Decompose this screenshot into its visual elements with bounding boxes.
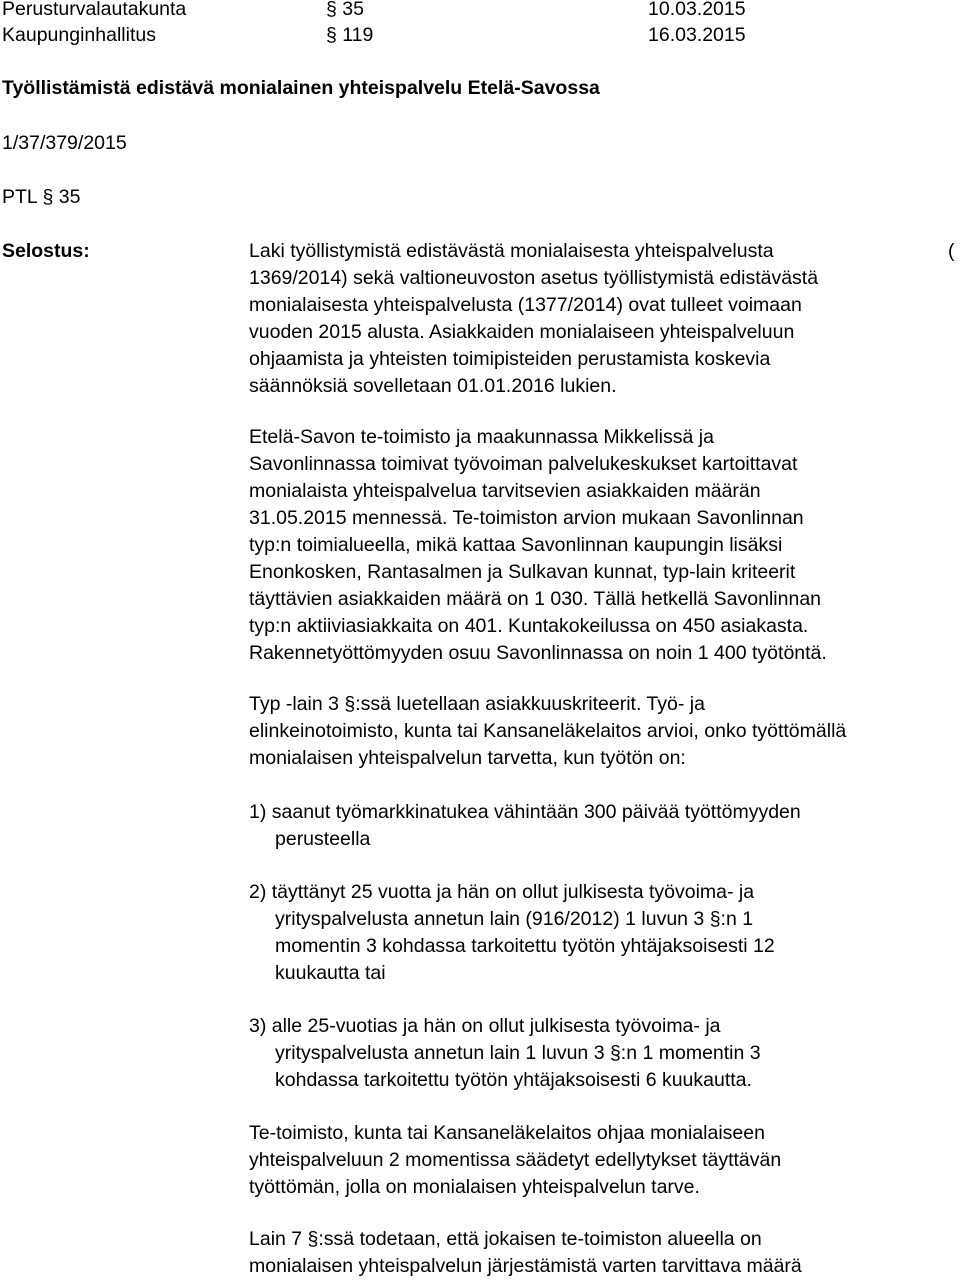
section-number: § 119 [326, 24, 374, 46]
text-line: kohdassa tarkoitettu työtön yhtäjaksoisesti 6 kuukautta. [275, 1069, 752, 1091]
text-line: monialaisen yhteispalvelun tarvetta, kun työtön on: [249, 747, 686, 769]
document-title: Työllistämistä edistävä monialainen yhteispalvelu Etelä-Savossa [2, 77, 600, 99]
diary-number: 1/37/379/2015 [2, 132, 127, 154]
criteria-item-1 [249, 799, 960, 853]
text-line: Savonlinnassa toimivat työvoiman palvelukeskukset kartoittavat [249, 453, 798, 475]
paren-mark: ( [948, 240, 955, 262]
text-line: Enonkosken, Rantasalmen ja Sulkavan kunnat, typ-lain kriteerit [249, 561, 796, 583]
text-line: 31.05.2015 mennessä. Te-toimiston arvion mukaan Savonlinnan [249, 507, 804, 529]
text-line: 3) alle 25-vuotias ja hän on ollut julkisesta työvoima- ja [249, 1015, 721, 1037]
text-line: 1) saanut työmarkkinatukea vähintään 300 päivää työttömyyden [249, 801, 801, 823]
text-line: perusteella [275, 828, 371, 850]
text-line: typ:n aktiiviasiakkaita on 401. Kuntakokeilussa on 450 asiakasta. [249, 615, 809, 637]
committee-name: Kaupunginhallitus [2, 24, 156, 46]
text-line: typ:n toimialueella, mikä kattaa Savonlinnan kaupungin lisäksi [249, 534, 783, 556]
paragraph-referral [249, 1120, 960, 1201]
text-line: monialaisesta yhteispalvelusta (1377/2014) ovat tulleet voimaan [249, 294, 802, 316]
text-line: Rakennetyöttömyyden osuu Savonlinnassa on noin 1 400 työtöntä. [249, 642, 827, 664]
text-line: täyttävien asiakkaiden määrä on 1 030. Tällä hetkellä Savonlinnan [249, 588, 822, 610]
text-line: yrityspalvelusta annetun lain 1 luvun 3 §:n 1 momentin 3 [275, 1042, 761, 1064]
paragraph-section-7 [249, 1226, 960, 1280]
selostus-label: Selostus: [2, 240, 90, 262]
meeting-date: 10.03.2015 [648, 0, 746, 20]
paragraph-survey [249, 424, 960, 667]
text-line: elinkeinotoimisto, kunta tai Kansaneläkelaitos arvioi, onko työttömällä [249, 720, 847, 742]
paragraph-criteria-intro [249, 691, 960, 772]
text-line: 1369/2014) sekä valtioneuvoston asetus työllistymistä edistävästä [249, 267, 819, 289]
committee-name: Perusturvalautakunta [2, 0, 187, 20]
section-number: § 35 [326, 0, 364, 20]
text-line: 2) täyttänyt 25 vuotta ja hän on ollut julkisesta työvoima- ja [249, 881, 755, 903]
criteria-item-3 [249, 1013, 960, 1094]
text-line: säännöksiä sovelletaan 01.01.2016 lukien. [249, 375, 617, 397]
text-line: momentin 3 kohdassa tarkoitettu työtön yhtäjaksoisesti 12 [275, 935, 775, 957]
paragraph-intro [249, 238, 960, 400]
text-line: yrityspalvelusta annetun lain (916/2012) 1 luvun 3 §:n 1 [275, 908, 754, 930]
text-line: monialaisen yhteispalvelun järjestämistä varten tarvittava määrä [249, 1255, 802, 1277]
text-line: ohjaamista ja yhteisten toimipisteiden perustamista koskevia [249, 348, 771, 370]
meeting-date: 16.03.2015 [648, 24, 746, 46]
text-line: Etelä-Savon te-toimisto ja maakunnassa Mikkelissä ja [249, 426, 714, 448]
text-line: vuoden 2015 alusta. Asiakkaiden monialaiseen yhteispalveluun [249, 321, 795, 343]
criteria-item-2 [249, 879, 960, 987]
text-line: Te-toimisto, kunta tai Kansaneläkelaitos ohjaa monialaiseen [249, 1122, 765, 1144]
text-line: yhteispalveluun 2 momentissa säädetyt edellytykset täyttävän [249, 1149, 782, 1171]
text-line: kuukautta tai [275, 962, 386, 984]
text-line: Laki työllistymistä edistävästä monialaisesta yhteispalvelusta [249, 240, 774, 262]
ptl-reference: PTL § 35 [2, 186, 81, 208]
text-line: työttömän, jolla on monialaisen yhteispalvelun tarve. [249, 1176, 700, 1198]
text-line: monialaista yhteispalvelua tarvitsevien asiakkaiden määrän [249, 480, 761, 502]
text-line: Lain 7 §:ssä todetaan, että jokaisen te-toimiston alueella on [249, 1228, 762, 1250]
text-line: Typ -lain 3 §:ssä luetellaan asiakkuuskriteerit. Työ- ja [249, 693, 705, 715]
